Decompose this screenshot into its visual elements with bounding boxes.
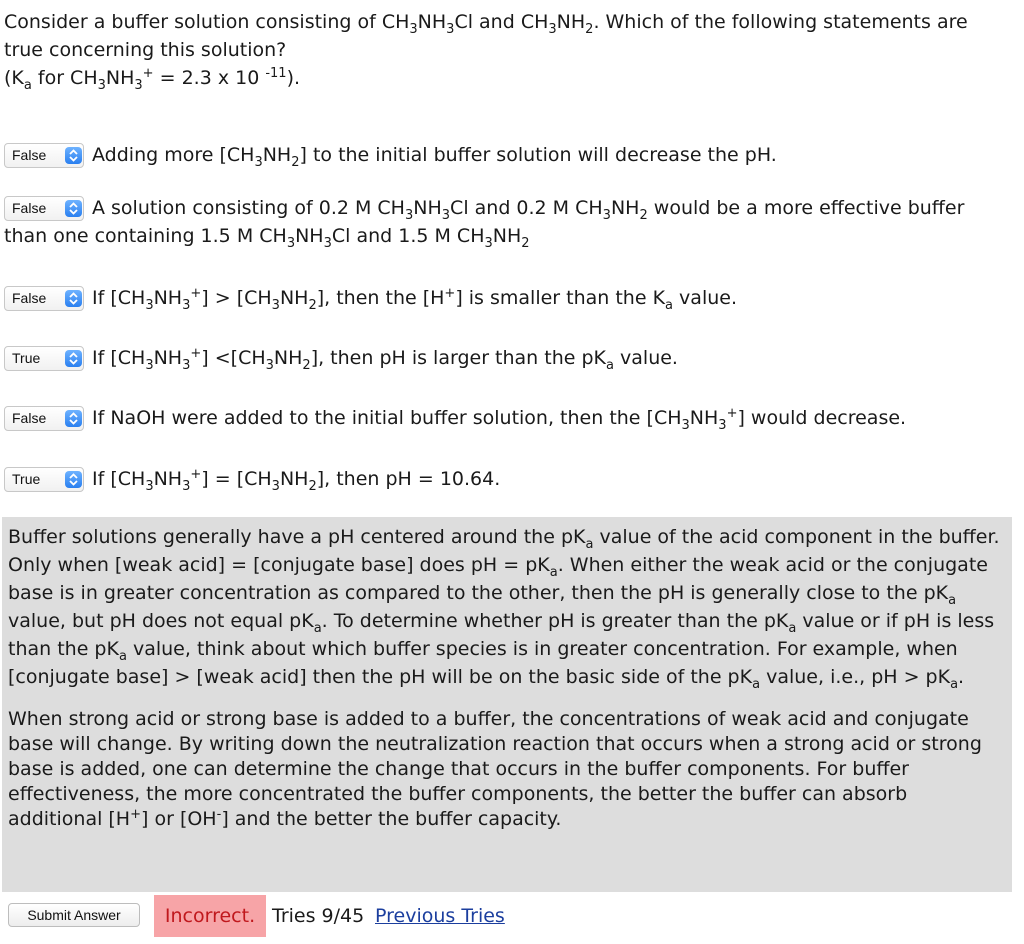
superscript: +: [190, 346, 202, 361]
feedback-text: When strong acid or strong base is added to a buffer, the concentrations of weak acid and conjugate base will change. By writing down the neutralization reaction that occurs when a strong acid or strong base is added, one can determine the change that occurs in the buffer components. For buffer effectiveness, the more concentrated the buffer components, the better the buffer can absorb additional [H: [8, 708, 982, 830]
chem-nh: NH: [153, 287, 183, 309]
submit-answer-button[interactable]: Submit Answer: [8, 903, 140, 927]
stmt-text: ] would decrease.: [737, 407, 907, 429]
feedback-paragraph-2: [8, 707, 1006, 832]
feedback-text: value, but pH does not equal pK: [8, 610, 314, 632]
chem-nh: NH: [417, 11, 447, 33]
chem-nh: NH: [556, 11, 586, 33]
statement-1: [4, 141, 1014, 169]
superscript: +: [190, 286, 202, 301]
statement-5: [4, 404, 1014, 432]
statement-6: [4, 465, 1014, 493]
subscript: a: [23, 78, 32, 93]
question-line2: true concerning this solution?: [4, 39, 287, 61]
stmt-text: ], then the [H: [316, 287, 445, 309]
subscript: 2: [302, 358, 311, 373]
select-value: False: [12, 290, 47, 306]
subscript: 3: [409, 22, 418, 37]
chem-nh: NH: [105, 67, 135, 89]
subscript: 3: [182, 358, 191, 373]
feedback-text: value, i.e., pH > pK: [760, 666, 951, 688]
subscript: 2: [308, 298, 317, 313]
answer-select-5[interactable]: [4, 406, 84, 431]
subscript: 2: [639, 208, 648, 223]
stmt-text: If [CH: [92, 287, 146, 309]
question-line1-a: Consider a buffer solution consisting of CH: [4, 11, 410, 33]
subscript: 3: [602, 208, 611, 223]
subscript: a: [118, 649, 127, 664]
chem-cl: Cl: [450, 197, 469, 219]
subscript: a: [752, 677, 761, 692]
ka-eq: = 2.3 x 10: [153, 67, 266, 89]
subscript: 3: [718, 418, 727, 433]
feedback-text: ] and the better the buffer capacity.: [221, 808, 562, 830]
status-badge: Incorrect.: [154, 895, 266, 937]
stmt-text: If [CH: [92, 347, 146, 369]
subscript: 3: [548, 22, 557, 37]
subscript: 2: [291, 155, 300, 170]
subscript: 2: [308, 479, 317, 494]
subscript: 3: [182, 298, 191, 313]
subscript: a: [948, 593, 957, 608]
subscript: a: [585, 537, 594, 552]
superscript: +: [142, 66, 154, 81]
stmt-text: Adding more [CH: [92, 144, 255, 166]
select-value: False: [12, 410, 47, 426]
subscript: 3: [271, 298, 280, 313]
subscript: 3: [145, 358, 154, 373]
stmt-text: than one containing 1.5 M CH: [4, 225, 287, 247]
stmt-text: ], then pH is larger than the pK: [310, 347, 607, 369]
select-value: True: [12, 471, 41, 487]
subscript: 3: [441, 208, 451, 223]
feedback-text: ] or [OH: [141, 808, 217, 830]
feedback-text: value or if pH is less than the pK: [8, 610, 995, 660]
select-arrows-icon[interactable]: [65, 471, 82, 488]
chem-nh: NH: [153, 347, 183, 369]
select-arrows-icon[interactable]: [65, 200, 82, 217]
chem-nh: NH: [610, 197, 640, 219]
ka-open: (K: [4, 67, 24, 89]
stmt-text: If NaOH were added to the initial buffer solution, then the [CH: [92, 407, 682, 429]
feedback-text: . To determine whether pH is greater than the pK: [321, 610, 789, 632]
ka-close: ).: [286, 67, 301, 89]
chem-cl: Cl: [331, 225, 351, 247]
subscript: a: [313, 621, 322, 636]
subscript: 3: [446, 22, 455, 37]
subscript: 3: [265, 358, 274, 373]
subscript: a: [788, 621, 797, 636]
select-arrows-icon[interactable]: [65, 350, 82, 367]
question-line1-c: . Which of the following statements are: [593, 11, 968, 33]
ka-exponent: -11: [265, 66, 287, 81]
feedback-text: value of the acid component in the buffer. Only when [weak acid] = [conjugate base] does pH = pK: [8, 526, 1000, 576]
superscript: +: [130, 807, 142, 822]
stmt-text: ] > [CH: [201, 287, 272, 309]
chem-nh: NH: [279, 287, 309, 309]
stmt-text: value.: [613, 347, 678, 369]
subscript: a: [549, 565, 558, 580]
subscript: 3: [286, 236, 296, 251]
answer-select-6[interactable]: [4, 467, 84, 492]
subscript: 3: [134, 78, 143, 93]
stmt-text: would be a more effective buffer: [647, 197, 965, 219]
tries-counter: Tries 9/45: [272, 905, 365, 927]
chem-nh: NH: [153, 468, 183, 490]
feedback-text: Buffer solutions generally have a pH centered around the pK: [8, 526, 586, 548]
ka-for: for CH: [31, 67, 98, 89]
subscript: 3: [484, 236, 493, 251]
subscript: 3: [254, 155, 263, 170]
subscript: 3: [323, 236, 332, 251]
answer-select-3[interactable]: [4, 286, 84, 311]
stmt-text: If [CH: [92, 468, 146, 490]
superscript: -: [216, 807, 222, 822]
select-arrows-icon[interactable]: [65, 410, 82, 427]
chem-nh: NH: [689, 407, 719, 429]
stmt-text: ], then pH = 10.64.: [316, 468, 501, 490]
select-value: True: [12, 350, 41, 366]
subscript: 3: [97, 78, 106, 93]
subscript: 3: [404, 208, 414, 223]
feedback-text: .: [958, 666, 965, 688]
statement-2: [4, 194, 1014, 250]
question-text: [4, 8, 1014, 92]
superscript: +: [190, 467, 202, 482]
subscript: 3: [145, 298, 154, 313]
select-arrows-icon[interactable]: [65, 147, 82, 164]
select-value: False: [12, 200, 47, 216]
stmt-text: ] is smaller than the K: [455, 287, 666, 309]
subscript: 3: [145, 479, 154, 494]
chem-cl: Cl: [454, 11, 473, 33]
subscript: a: [606, 358, 614, 373]
stmt-text: value.: [673, 287, 737, 309]
feedback-text: . When either the weak acid or the conjugate base is in greater concentration as compared to the other, then the pH is generally close to the pK: [8, 554, 988, 604]
chem-nh: NH: [279, 468, 309, 490]
answer-select-2[interactable]: [4, 196, 84, 221]
feedback-paragraph-1: [8, 523, 1006, 691]
feedback-text: value, think about which buffer species is in greater concentration. For example, when [conjugate base] > [weak acid] then the pH will be on the basic side of the pK: [8, 638, 958, 688]
stmt-text: ] to the initial buffer solution will decrease the pH.: [299, 144, 777, 166]
chem-nh: NH: [295, 225, 324, 247]
chem-nh: NH: [492, 225, 522, 247]
subscript: 3: [681, 418, 690, 433]
answer-select-4[interactable]: [4, 346, 84, 371]
subscript: 2: [585, 22, 594, 37]
subscript: a: [665, 298, 674, 313]
subscript: 2: [521, 236, 530, 251]
superscript: +: [444, 286, 456, 301]
select-arrows-icon[interactable]: [65, 290, 82, 307]
select-value: False: [12, 147, 47, 163]
stmt-text: A solution consisting of 0.2 M CH: [92, 197, 405, 219]
feedback-panel: [2, 517, 1012, 892]
subscript: 3: [182, 479, 191, 494]
superscript: +: [726, 406, 738, 421]
chem-nh: NH: [413, 197, 442, 219]
statement-4: [4, 344, 1014, 372]
previous-tries-link[interactable]: Previous Tries: [375, 905, 505, 927]
stmt-text: and 1.5 M CH: [350, 225, 485, 247]
statement-3: [4, 284, 1014, 312]
answer-footer: [8, 895, 1008, 937]
answer-select-1[interactable]: [4, 143, 84, 168]
chem-nh: NH: [262, 144, 292, 166]
question-line1-b: and CH: [479, 11, 549, 33]
subscript: a: [950, 677, 959, 692]
subscript: 3: [271, 479, 280, 494]
chem-nh: NH: [273, 347, 303, 369]
stmt-text: ] <[CH: [201, 347, 266, 369]
stmt-text: and 0.2 M CH: [468, 197, 603, 219]
stmt-text: ] = [CH: [201, 468, 272, 490]
